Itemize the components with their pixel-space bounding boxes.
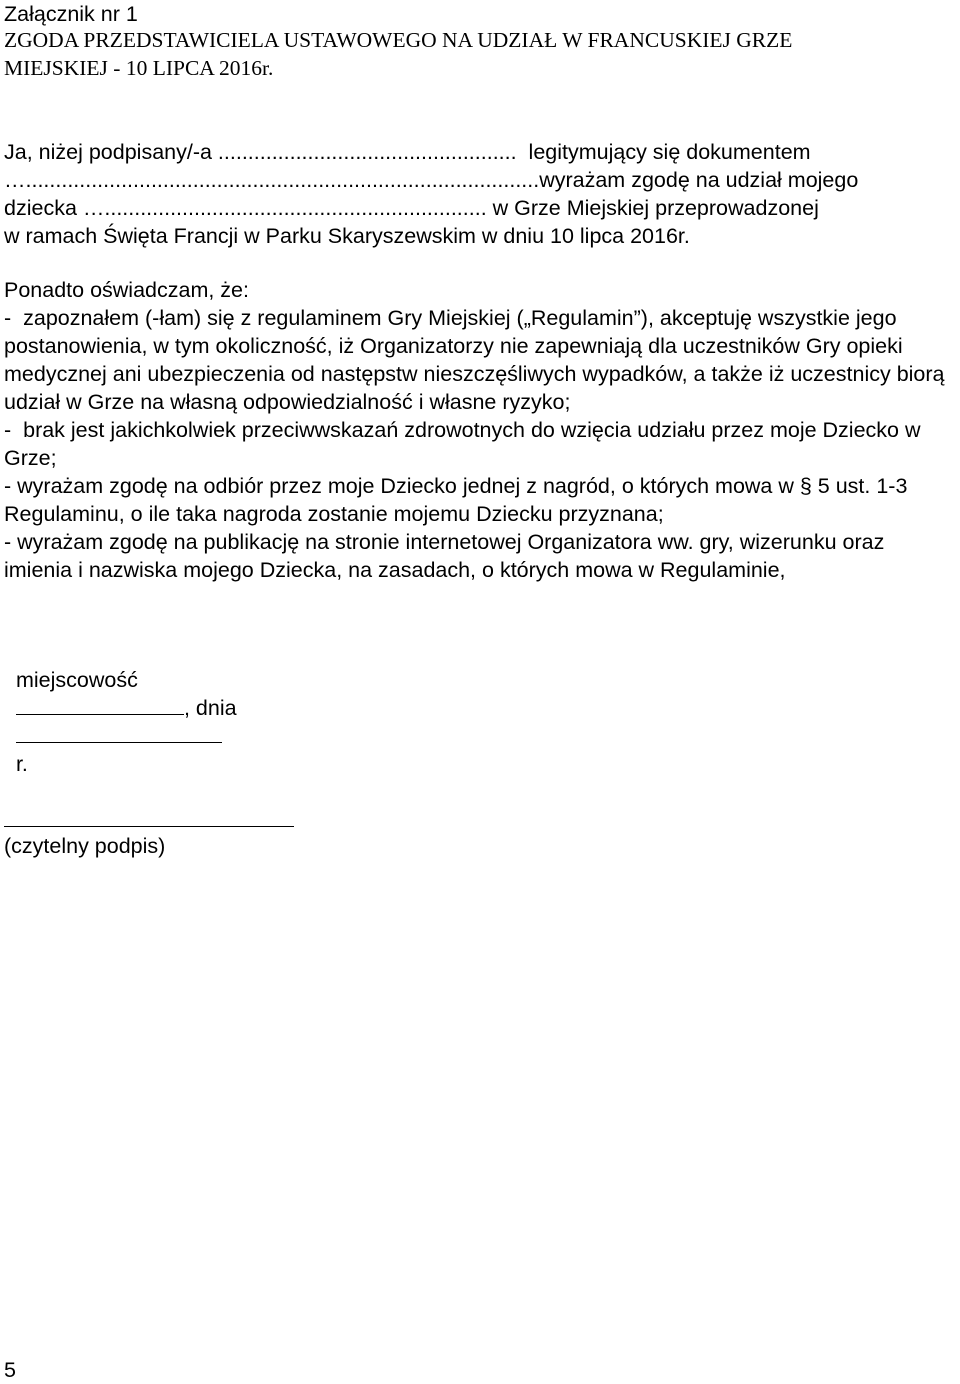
document-title-continued: MIEJSKIEJ - 10 LIPCA 2016r. [4, 56, 274, 80]
annex-label: Załącznik nr 1 [4, 2, 138, 26]
statements-intro: Ponadto oświadczam, że: [4, 278, 249, 302]
place-date-row [4, 638, 237, 778]
statement-line: postanowienia, w tym okoliczność, iż Organizatorzy nie zapewniają dla uczestników Gry opieki [4, 334, 903, 358]
date-label: , dnia [183, 696, 237, 720]
statement-line: udział w Grze na własną odpowiedzialność i własne ryzyko; [4, 390, 571, 414]
declaration-line-2: …......................................................................................wyrażam zgodę na udział mojego [4, 168, 859, 192]
declaration-line-1: Ja, niżej podpisany/-a .................................................. legitymujący się dokumentem [4, 140, 811, 164]
signature-line[interactable] [4, 826, 294, 827]
statement-line: - wyrażam zgodę na publikację na stronie internetowej Organizatora ww. gry, wizerunku oraz [4, 530, 885, 554]
statement-line: Grze; [4, 446, 57, 470]
statement-line: Regulaminu, o ile taka nagroda zostanie mojemu Dziecku przyznana; [4, 502, 664, 526]
statement-line: - wyrażam zgodę na odbiór przez moje Dziecko jednej z nagród, o których mowa w § 5 ust. 1-3 [4, 474, 908, 498]
year-suffix: r. [15, 752, 28, 776]
declaration-line-4: w ramach Święta Francji w Parku Skaryszewskim w dniu 10 lipca 2016r. [4, 224, 690, 248]
statement-line: imienia i nazwiska mojego Dziecka, na zasadach, o których mowa w Regulaminie, [4, 558, 786, 582]
date-field[interactable] [16, 724, 222, 743]
statement-line: - brak jest jakichkolwiek przeciwwskazań zdrowotnych do wzięcia udziału przez moje Dziecko w [4, 418, 921, 442]
document-title: ZGODA PRZEDSTAWICIELA USTAWOWEGO NA UDZIAŁ W FRANCUSKIEJ GRZE [4, 28, 793, 52]
statement-line: - zapoznałem (-łam) się z regulaminem Gry Miejskiej („Regulamin”), akceptuję wszystkie jego [4, 306, 897, 330]
place-label: miejscowość [15, 668, 138, 692]
page-number: 5 [4, 1358, 16, 1382]
place-field[interactable] [16, 696, 184, 715]
statement-line: medycznej ani ubezpieczenia od następstw nieszczęśliwych wypadków, a także iż uczestnicy biorą [4, 362, 945, 386]
signature-label: (czytelny podpis) [4, 834, 166, 858]
declaration-line-3: dziecka …................................................................ w Grze Miejskiej przeprowadzonej [4, 196, 819, 220]
